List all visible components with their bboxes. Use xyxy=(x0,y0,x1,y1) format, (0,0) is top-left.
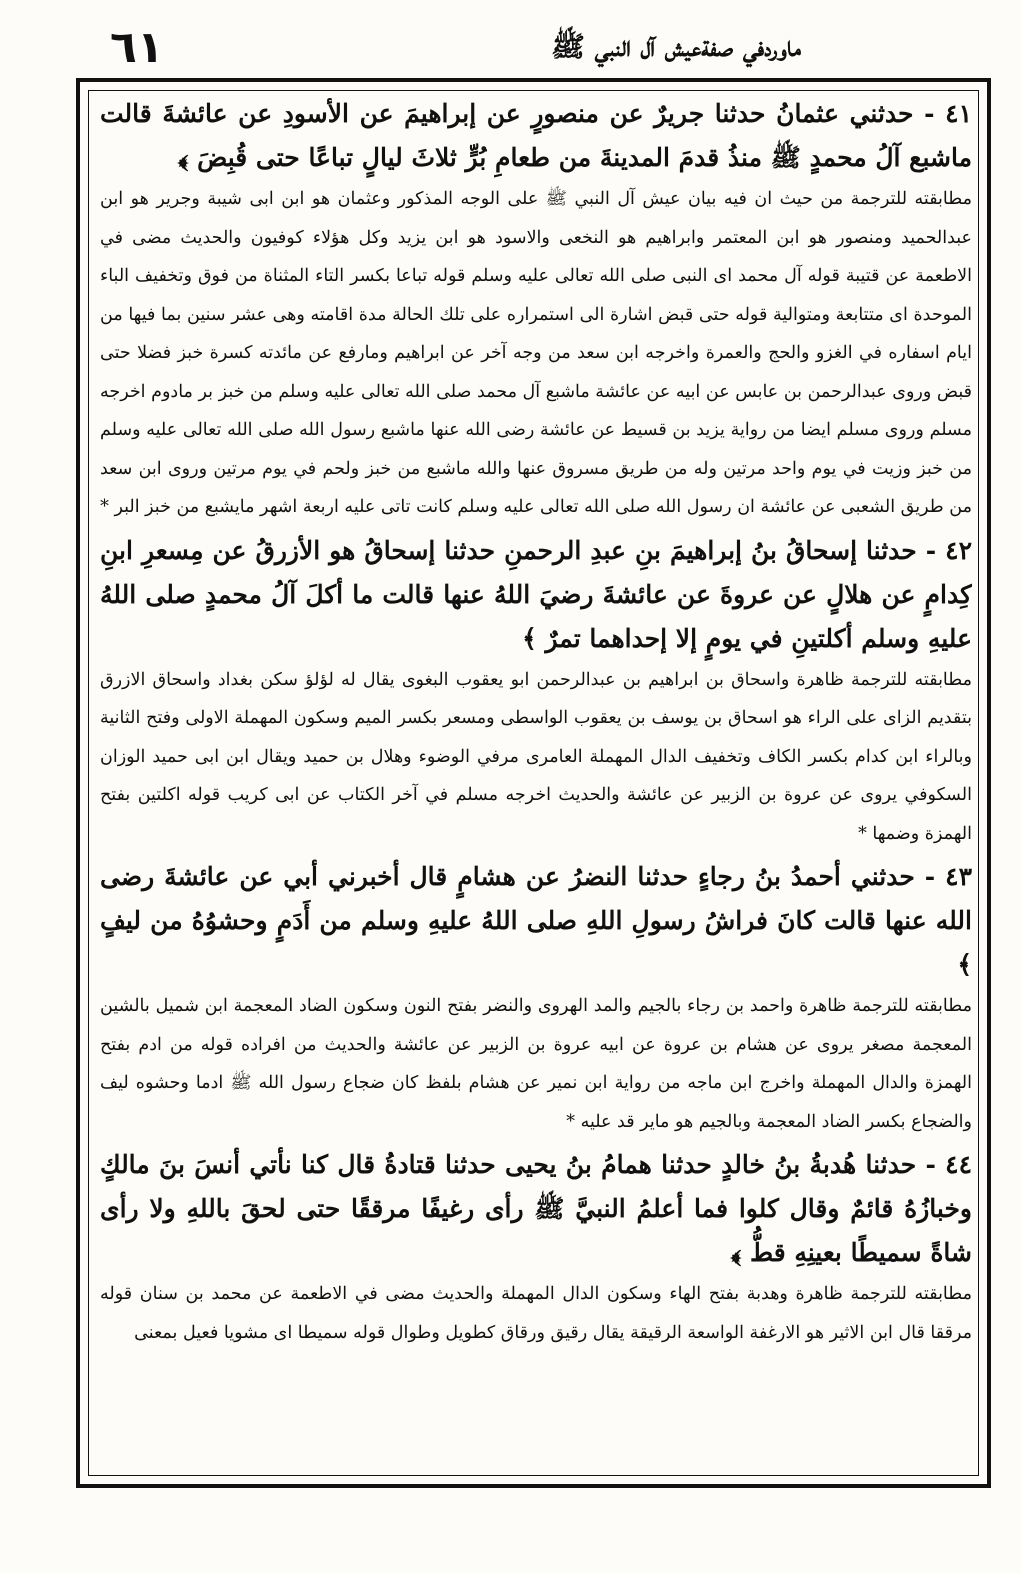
hadith-text: ٤٣ - حدثني أحمدُ بنُ رجاءٍ حدثنا النضرُ عن هشامٍ قال أخبرني أبي عن عائشةَ رضى الله عنها قالت كانَ فراشُ رسولِ اللهِ صلى اللهُ عليهِ وسلم من أَدَمٍ وحشوُهُ من ليفٍ ﴾ xyxy=(100,862,972,979)
hadith-section-42 xyxy=(100,529,972,854)
hadith-section-44 xyxy=(100,1143,972,1352)
commentary-text: مطابقته للترجمة ظاهرة واحمد بن رجاء بالجيم والمد الهروى والنضر بفتح النون وسكون الضاد المعجمة ابن شميل بالشين المعجمة مصغر يروى عن هشام بن عروة عن ابيه عروة بن الزبير عن عائشة والحديث من افراده قوله من ادم بفتح الهمزة والدال المهملة واخرج ابن ماجه من رواية ابن نمير عن هشام بلفظ كان ضجاع رسول الله ﷺ ادما وحشوه ليف والضجاع بكسر الضاد المعجمة وبالجيم هو ماير قد عليه * xyxy=(100,996,972,1132)
hadith-section-41 xyxy=(100,92,972,527)
hadith-section-43 xyxy=(100,855,972,1141)
page-header xyxy=(90,22,951,78)
running-title: ماوردفي صفةعيش آل النبي ﷺ xyxy=(551,30,801,63)
hadith-text: ٤٢ - حدثنا إسحاقُ بنُ إبراهيمَ بنِ عبدِ الرحمنِ حدثنا إسحاقُ هو الأزرقُ عن مِسعرِ ابنِ كِدامٍ عن هلالٍ عن عروةَ عن عائشةَ رضيَ اللهُ عنها قالت ما أكلَ آلُ محمدٍ صلى اللهُ عليهِ وسلم أكلتينِ في يومٍ إلا إحداهما تمرٌ ﴾ xyxy=(100,535,972,653)
hadith-text: ٤٤ - حدثنا هُدبةُ بنُ خالدٍ حدثنا همامُ بنُ يحيى حدثنا قتادةُ قال كنا نأتي أنسَ بنَ مالكٍ وخبازُهُ قائمٌ وقال كلوا فما أعلمُ النبيَّ ﷺ رأى رغيفًا مرققًا حتى لحقَ باللهِ ولا رأى شاةً سميطًا بعينِهِ قطُّ ﴾ xyxy=(100,1150,972,1267)
page-number: ٦١ xyxy=(110,22,164,73)
page-content xyxy=(100,92,972,1477)
commentary-text: مطابقته للترجمة من حيث ان فيه بيان عيش آل النبي ﷺ على الوجه المذكور وعثمان هو ابن ابى شيبة وجرير هو ابن عبدالحميد ومنصور هو ابن المعتمر وابراهيم هو النخعى والاسود هو ابن يزيد وكل هؤلاء كوفيون والحديث مضى في الاطعمة عن قتيبة قوله آل محمد اى النبى صلى الله تعالى عليه وسلم قوله تباعا بكسر التاء المثناة من فوق وتخفيف الباء الموحدة اى متتابعة ومتوالية قوله حتى قبض اشارة الى استمراره على تلك الحالة مدة اقامته وهى عشر سنين بما فيها من ايام اسفاره في الغزو والحج والعمرة واخرجه ابن سعد من وجه آخر عن ابراهيم ومارفع عن مائدته كسرة خبز فضلا حتى قبض وروى عبدالرحمن بن عابس عن ابيه عن عائشة ماشبع آل محمد صلى الله تعالى عليه وسلم من خبز بر مادوم اخرجه مسلم وروى مسلم ايضا من رواية يزيد بن قسيط عن عائشة رضى الله عنها ماشبع رسول الله صلى الله تعالى عليه وسلم من خبز وزيت في يوم واحد مرتين وله من طريق مسروق عنها والله ماشبع من خبز ولحم في يوم مرتين وروى ابن سعد من طريق الشعبى عن عائشة ان رسول الله صلى الله تعالى عليه وسلم كانت تاتى عليه اربعة اشهر مايشبع من خبز البر * xyxy=(100,189,972,517)
hadith-text: ٤١ - حدثني عثمانُ حدثنا جريرٌ عن منصورٍ عن إبراهيمَ عن الأسودِ عن عائشةَ قالت ماشبع آلُ محمدٍ ﷺ منذُ قدمَ المدينةَ من طعامِ بُرٍّ ثلاثَ ليالٍ تباعًا حتى قُبِضَ ﴾ xyxy=(100,99,972,172)
commentary-text: مطابقته للترجمة ظاهرة واسحاق بن ابراهيم بن عبدالرحمن ابو يعقوب البغوى يقال له لؤلؤ سكن بغداد واسحاق الازرق بتقديم الزاى على الراء هو اسحاق بن يوسف بن يعقوب الواسطى ومسعر بكسر الميم وسكون المهملة الاولى وفتح الثانية وبالراء ابن كدام بكسر الكاف وتخفيف الدال المهملة العامرى مرفي الوضوء وهلال بن حميد ويقال ابن ابى حميد الوزان السكوفي يروى عن عروة بن الزبير عن عائشة والحديث اخرجه مسلم في آخر الكتاب عن ابى كريب قوله اكلتين بفتح الهمزة وضمها * xyxy=(100,669,972,844)
commentary-text: مطابقته للترجمة ظاهرة وهدبة بفتح الهاء وسكون الدال المهملة والحديث مضى في الاطعمة عن محمد بن سنان قوله مرققا قال ابن الاثير هو الارغفة الواسعة الرقيقة يقال رقيق ورقاق كطويل وطوال قوله سميطا اى مشويا فعيل بمعنى xyxy=(100,1284,972,1343)
